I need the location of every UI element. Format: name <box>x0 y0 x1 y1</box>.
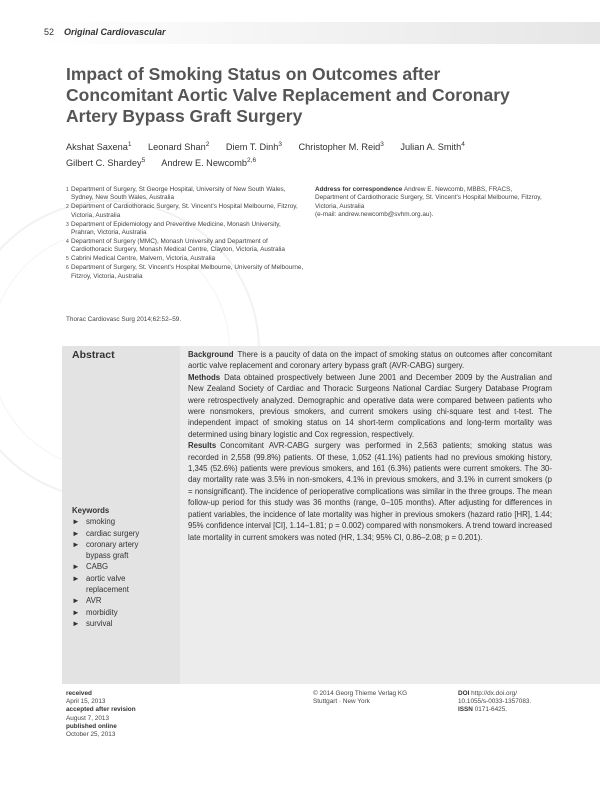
affiliation: 2 Department of Cardiothoracic Surgery, St. Vincent's Hospital Melbourne, Fitzroy, Victoria, Australia <box>66 203 298 219</box>
keywords-heading: Keywords <box>72 506 110 515</box>
keyword-item: ► aortic valve <box>72 573 126 583</box>
keyword-item: replacement <box>86 585 129 595</box>
keyword-item: ► coronary artery <box>72 539 139 549</box>
article-dates: received April 15, 2013 accepted after revision August 7, 2013 published online October 25, 2013 <box>66 690 136 739</box>
keyword-item: ► cardiac surgery <box>72 528 140 538</box>
correspondence-address: Andrew E. Newcomb, MBBS, FRACS, Department of Cardiothoracic Surgery, St. Vincent's Hospital Melbourne, Fitzroy, Victoria, Australia <box>315 186 542 210</box>
author: Diem T. Dinh$^3$ <box>225 141 282 153</box>
copyright: © 2014 Georg Thieme Verlag KG Stuttgart · New York <box>313 690 408 706</box>
keyword-item: ► survival <box>72 618 113 628</box>
affiliations <box>66 186 306 281</box>
page-number: 52 <box>44 27 55 37</box>
author: Gilbert C. Shardey$^5$ <box>66 157 146 169</box>
correspondence <box>315 186 545 220</box>
abstract-background: Background There is a paucity of data on the impact of smoking status on outcomes after concomitant aortic valve replacement and coronary artery bypass graft (AVR-CABG) surgery. <box>188 350 552 371</box>
keyword-item: ► AVR <box>72 596 102 606</box>
doi-block: DOI http://dx.doi.org/ 10.1055/s-0033-1357083. ISSN 0171-6425. <box>458 690 532 714</box>
affiliation: 1 Department of Surgery, St George Hospital, University of New South Wales, Sydney, New South Wales, Australia <box>66 186 286 202</box>
author: Julian A. Smith$^4$ <box>400 141 465 153</box>
article-title: Impact of Smoking Status on Outcomes after Concomitant Aortic Valve Replacement and Coronary Artery Bypass Graft Surgery <box>66 64 510 126</box>
author: Christopher M. Reid$^3$ <box>298 141 384 153</box>
abstract-body <box>188 349 552 543</box>
correspondence-email[interactable]: (e-mail: andrew.newcomb@svhm.org.au). <box>315 211 434 219</box>
affiliation: 5 Cabrini Medical Centre, Malvern, Victoria, Australia <box>66 255 216 263</box>
citation: Thorac Cardiovasc Surg 2014;62:52–59. <box>66 316 182 323</box>
affiliation: 6 Department of Surgery, St. Vincent's Hospital Melbourne, University of Melbourne, Fitzroy, Victoria, Australia <box>66 264 304 280</box>
affiliation: 4 Department of Surgery (MMC), Monash University and Department of Cardiothoracic Surgery, Monash Medical Centre, Clayton, Victoria, Australia <box>66 237 285 254</box>
keyword-item: ► CABG <box>72 562 109 572</box>
keyword-item: ► smoking <box>72 517 116 527</box>
abstract-results: Results Concomitant AVR-CABG surgery was performed in 2,563 patients; smoking status was recorded in 2,558 (99.8%) patients. Of these, 1,052 (41.1%) patients had no previous smoking history, 1,345 (52.6%) patients were previous smokers, and 161 (6.3%) patients were current smokers. The 30-day mortality rate was 3.5% in non-smokers, 4.1% in previous smokers, and 3.1% in current smokers (p = nonsignificant). The incidence of perioperative complications was similar in the three groups. The mean follow-up period for this study was 36 months (range, 0–105 months). After adjusting for differences in patient variables, the incidence of late mortality was higher in previous smokers (hazard ratio [HR], 1.44; 95% confidence interval [CI], 1.14–1.81; p = 0.002) compared with nonsmokers. A trend toward increased late mortality in current smokers was noted (HR, 1.34; 95% CI, 0.86–2.08; p = 0.201). <box>188 441 552 542</box>
abstract-methods: Methods Data obtained prospectively between June 2001 and December 2009 by the Australian and New Zealand Society of Cardiac and Thoracic Surgeons National Cardiac Surgery Database Program were retrospectively analyzed. Demographic and operative data were compared between patients who were nonsmokers, previous smokers, and current smokers using chi-square test and t-test. The independent impact of smoking status on 14 short-term complications and long-term mortality was determined using binary logistic and Cox regression, respectively. <box>188 372 552 439</box>
keyword-item: ► morbidity <box>72 607 118 617</box>
abstract-heading: Abstract <box>72 349 115 361</box>
author: Akshat Saxena$^1$ <box>66 141 132 153</box>
author: Andrew E. Newcomb$^{2,6}$ <box>161 157 257 169</box>
section-label: Original Cardiovascular <box>64 27 166 37</box>
author-list <box>66 138 536 170</box>
running-header <box>0 22 600 44</box>
affiliation: 3 Department of Epidemiology and Preventive Medicine, Monash University, Prahran, Victoria, Australia <box>66 220 281 237</box>
keywords <box>72 505 139 629</box>
author: Leonard Shan$^2$ <box>148 141 210 153</box>
doi-link[interactable]: http://dx.doi.org/ <box>471 690 517 697</box>
keyword-item: bypass graft <box>86 551 129 561</box>
correspondence-label: Address for correspondence <box>315 186 403 193</box>
